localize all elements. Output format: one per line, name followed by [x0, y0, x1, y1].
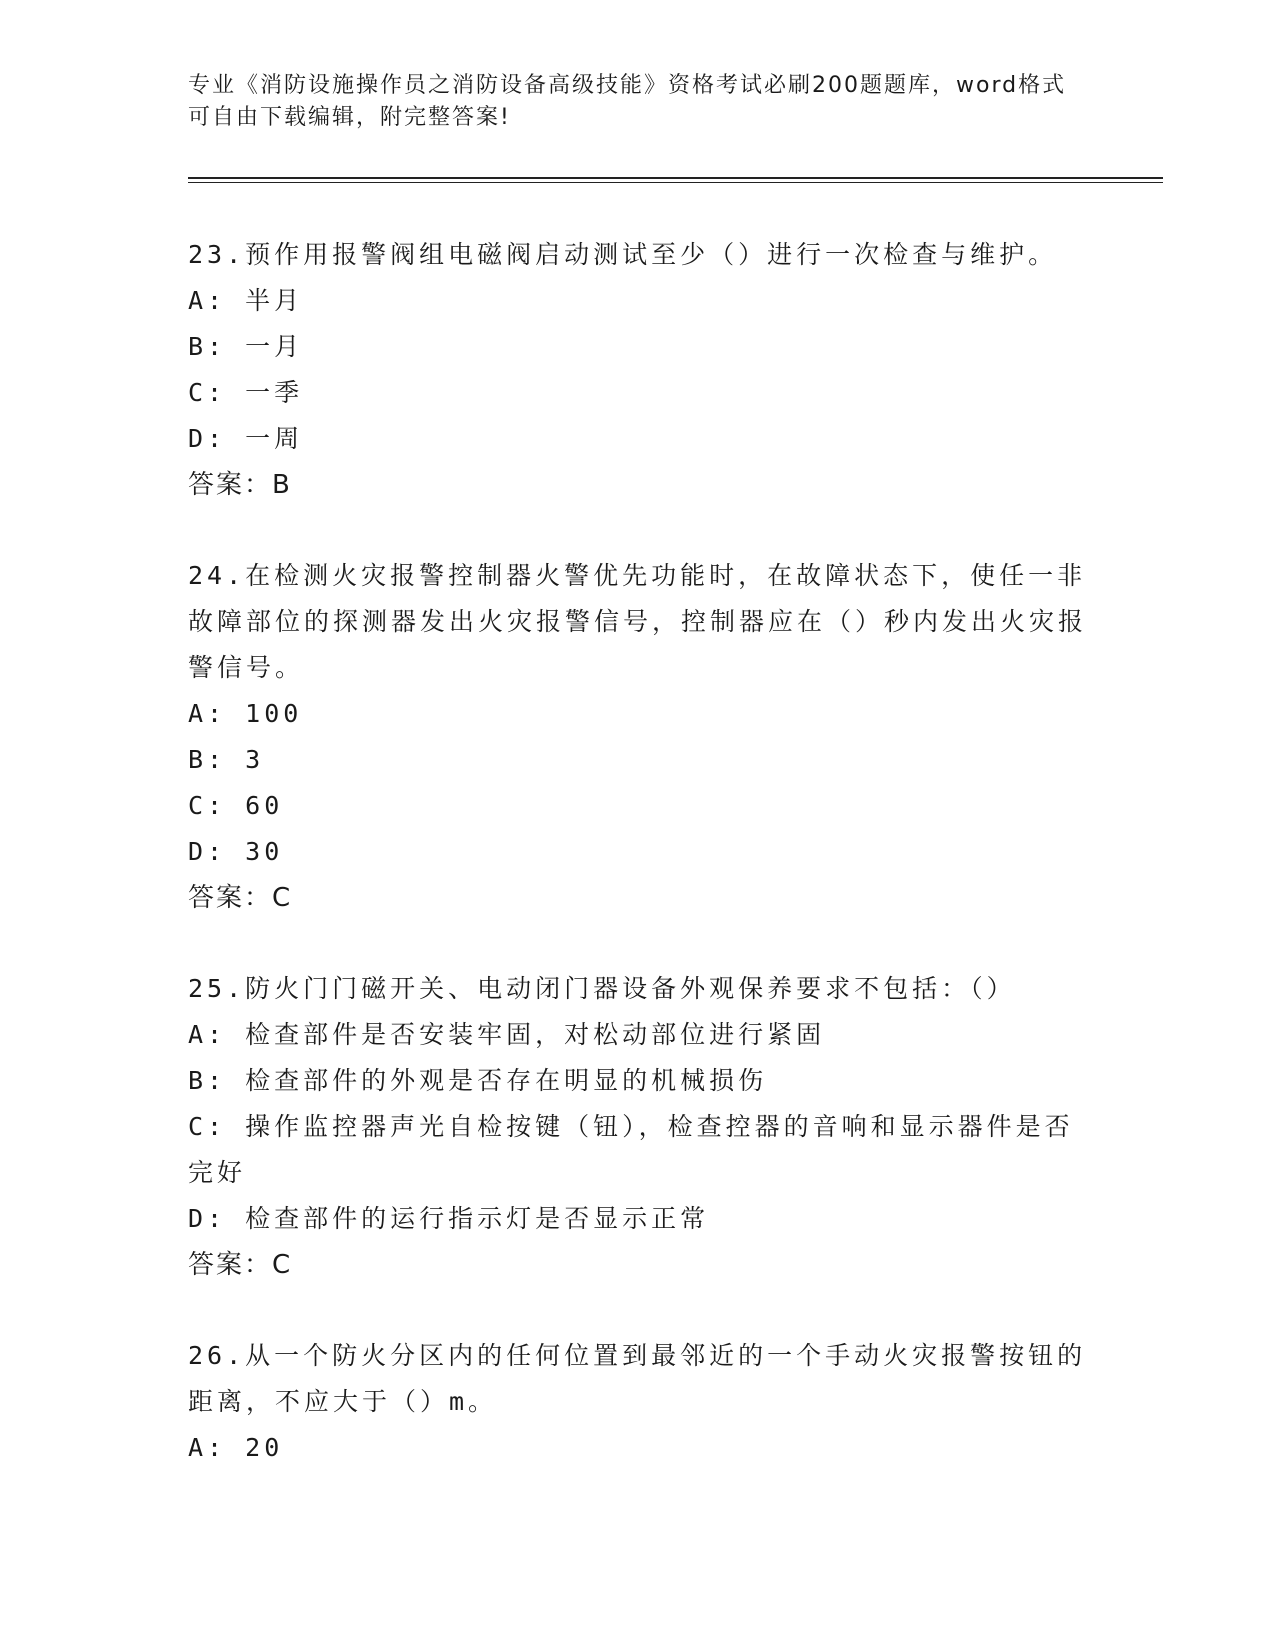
- option-a: A: 半月: [188, 286, 304, 315]
- option-a: A: 检查部件是否安装牢固，对松动部位进行紧固: [188, 1020, 826, 1049]
- header-divider-thin: [188, 182, 1163, 183]
- question-stem: 23.预作用报警阀组电磁阀启动测试至少（）进行一次检查与维护。: [188, 240, 1058, 269]
- question-25: [188, 966, 1088, 1288]
- answer-text: 答案：C: [188, 883, 293, 913]
- option-b: B: 3: [188, 745, 265, 774]
- option-a: A: 100: [188, 699, 303, 728]
- option-c: C: 操作监控器声光自检按键（钮），检查控器的音响和显示器件是否完好: [188, 1112, 1074, 1187]
- question-stem: 24.在检测火灾报警控制器火警优先功能时，在故障状态下，使任一非故障部位的探测器发出火灾报警信号，控制器应在（）秒内发出火灾报警信号。: [188, 561, 1088, 682]
- question-stem: 26.从一个防火分区内的任何位置到最邻近的一个手动火灾报警按钮的距离，不应大于（）m。: [188, 1341, 1087, 1416]
- question-list: [188, 232, 1088, 1516]
- option-d: D: 检查部件的运行指示灯是否显示正常: [188, 1204, 710, 1233]
- question-26: [188, 1333, 1088, 1471]
- option-b: B: 检查部件的外观是否存在明显的机械损伤: [188, 1066, 768, 1095]
- option-c: C: 一季: [188, 378, 304, 407]
- option-b: B: 一月: [188, 332, 304, 361]
- document-header: 专业《消防设施操作员之消防设备高级技能》资格考试必刷200题题库，word格式可自由下载编辑，附完整答案!: [188, 73, 1067, 130]
- answer-text: 答案：C: [188, 1250, 293, 1280]
- answer-text: 答案：B: [188, 470, 292, 500]
- question-stem: 25.防火门门磁开关、电动闭门器设备外观保养要求不包括：（）: [188, 974, 1016, 1003]
- option-c: C: 60: [188, 791, 284, 820]
- option-d: D: 30: [188, 837, 284, 866]
- header-divider-thick: [188, 177, 1163, 179]
- option-d: D: 一周: [188, 424, 304, 453]
- option-a: A: 20: [188, 1433, 284, 1462]
- question-23: [188, 232, 1088, 508]
- question-24: [188, 553, 1088, 921]
